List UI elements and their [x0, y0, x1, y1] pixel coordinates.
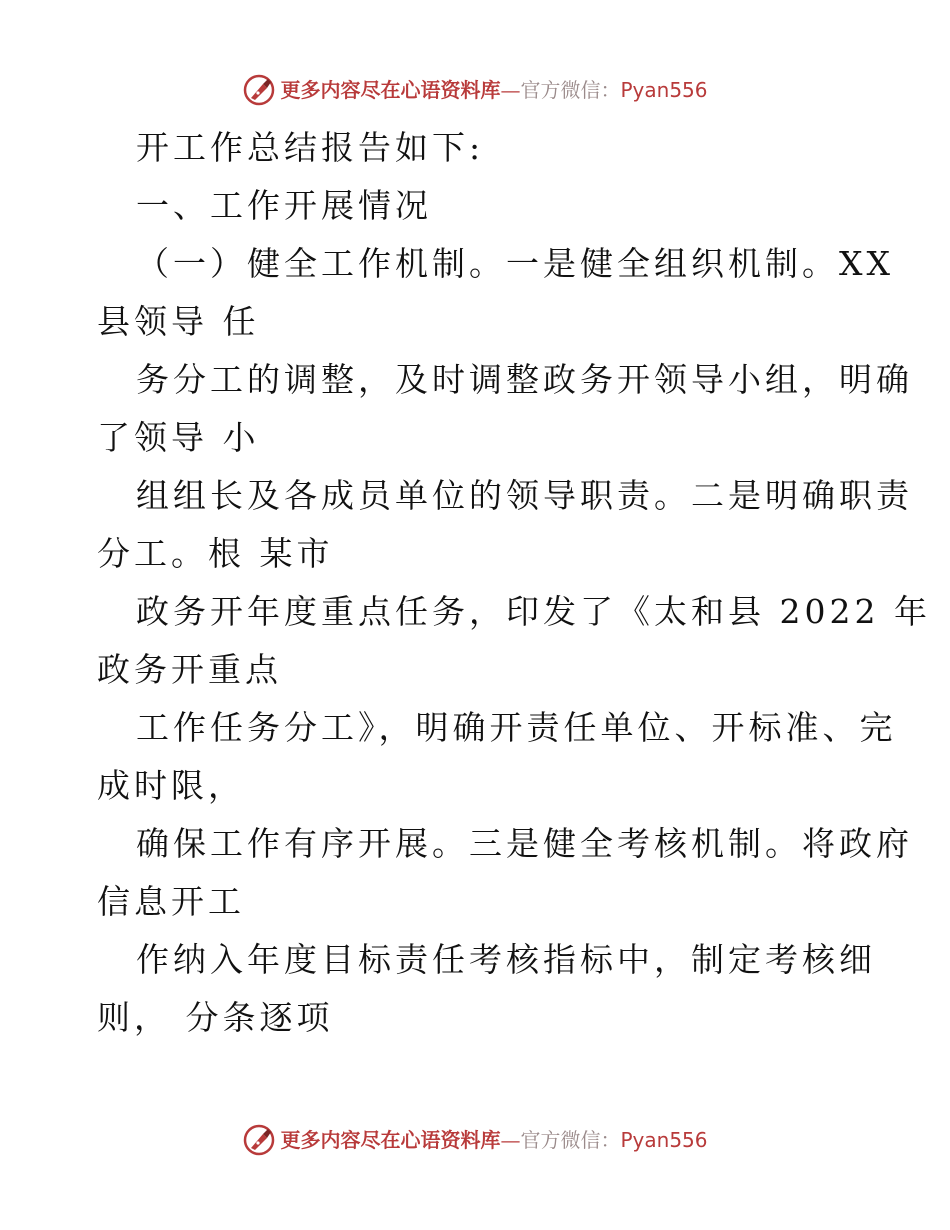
pen-nib-logo-icon — [242, 1123, 276, 1157]
body-line: 作纳入年度目标责任考核指标中，制定考核细 — [136, 940, 876, 979]
body-line: 确保工作有序开展。三是健全考核机制。将政府 — [136, 824, 913, 863]
banner-text — [280, 78, 707, 102]
body-line: 了领导 小 — [97, 418, 260, 457]
body-line: 组组长及各成员单位的领导职责。二是明确职责 — [136, 476, 913, 515]
body-line: 政务开年度重点任务，印发了《太和县 2022 年 — [136, 592, 931, 631]
banner-wechat-label: 官方微信： — [520, 78, 621, 102]
body-line: 一、工作开展情况 — [136, 186, 432, 225]
header-banner — [0, 70, 950, 110]
banner-wechat-id: Pyan556 — [620, 78, 708, 102]
body-line: 开工作总结报告如下: — [136, 128, 485, 167]
body-line: 工作任务分工》，明确开责任单位、开标准、完 — [136, 708, 897, 747]
body-line: 务分工的调整，及时调整政务开领导小组，明确 — [136, 360, 913, 399]
body-line: 政务开重点 — [97, 650, 282, 689]
footer-banner — [0, 1120, 950, 1160]
body-line: 县领导 任 — [97, 302, 260, 341]
body-line: 则， 分条逐项 — [97, 998, 334, 1037]
body-line: 分工。根 某市 — [97, 534, 334, 573]
banner-dash: — — [500, 78, 521, 102]
banner-wechat-label: 官方微信： — [520, 1128, 621, 1152]
pen-nib-logo-icon — [242, 73, 276, 107]
banner-title: 更多内容尽在心语资料库 — [280, 1128, 501, 1152]
banner-text — [280, 1128, 707, 1152]
banner-dash: — — [500, 1128, 521, 1152]
body-line: 信息开工 — [97, 882, 245, 921]
banner-title: 更多内容尽在心语资料库 — [280, 78, 501, 102]
banner-wechat-id: Pyan556 — [620, 1128, 708, 1152]
body-line: （一）健全工作机制。一是健全组织机制。XX — [136, 244, 894, 283]
body-line: 成时限， — [97, 766, 245, 805]
